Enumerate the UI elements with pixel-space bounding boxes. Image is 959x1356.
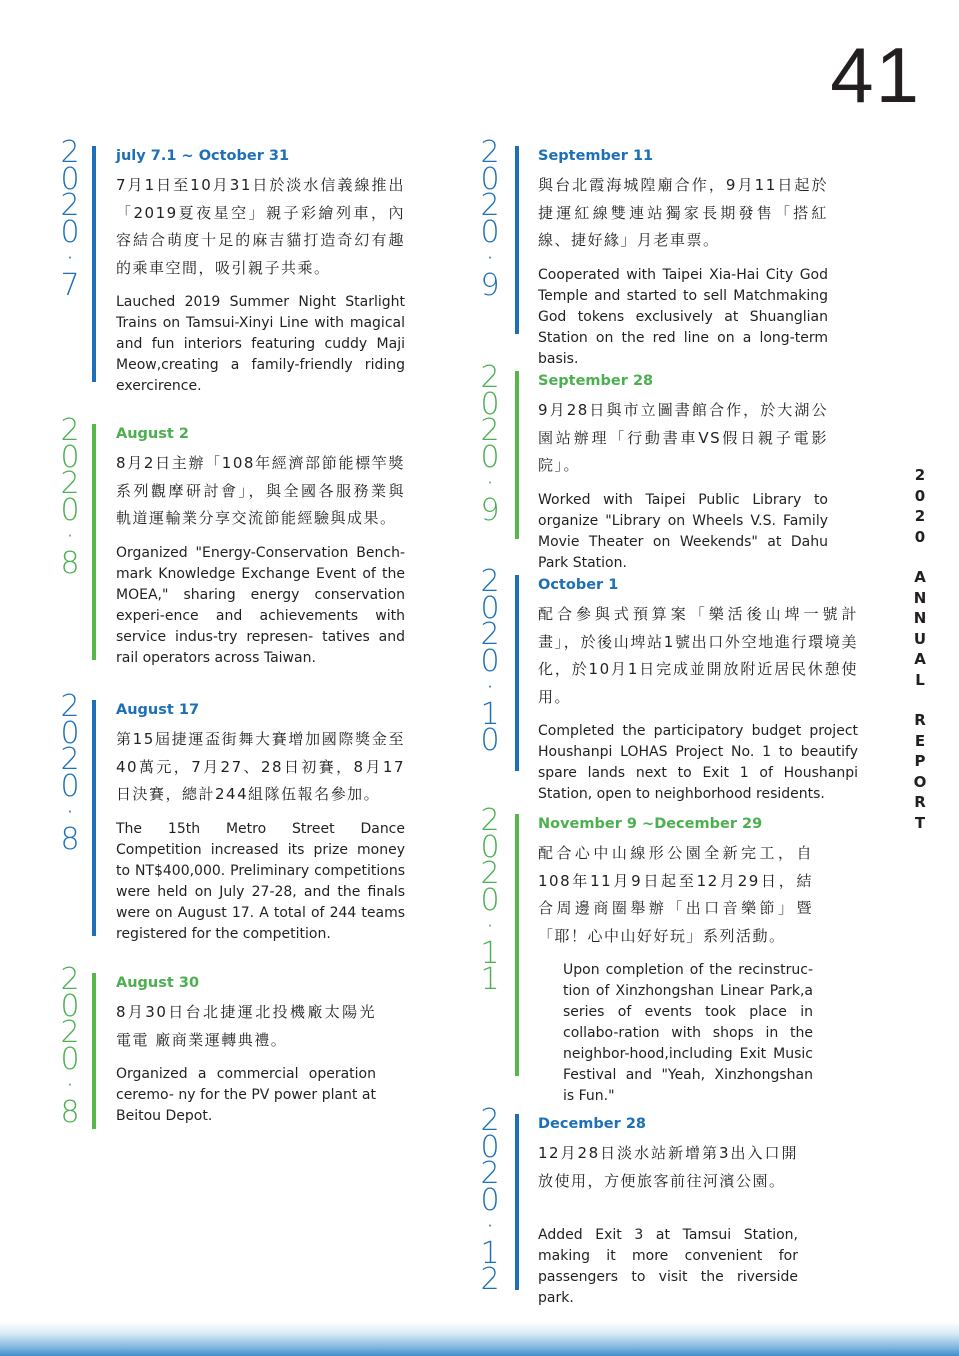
date-separator: · — [65, 795, 75, 830]
entry-english-text: The 15th Metro Street Dance Competition increased its prize money to NT$400,000. Preliminary competitions were held on July 27-28, and the finals were on August 17. A total of 244 teams registered for the competition. — [116, 820, 405, 942]
entry-chinese-text: 7月1日至10月31日於淡水信義線推出「2019夏夜星空」親子彩繪列車，內容結合萌度十足的麻吉貓打造奇幻有趣的乘車空間，吸引親子共乘。 — [116, 176, 405, 277]
side-char: R — [914, 711, 926, 729]
year-digit: 2 — [480, 856, 500, 891]
date-separator: · — [485, 670, 495, 705]
entry-chinese-text: 配合參與式預算案「樂活後山埤一號計 畫」，於後山埤站1號出口外空地進行環境美化，於10月1日完成並開放附近居民休憩使用。 — [538, 605, 858, 706]
entry-english-text: Organized a commercial operation ceremo- ny for the PV power plant at Beitou Depot. — [116, 1066, 376, 1124]
year-digit: 0 — [480, 214, 500, 250]
side-char: A — [914, 650, 926, 668]
year-digit: 2 — [60, 689, 80, 724]
year-digit: 0 — [60, 988, 80, 1024]
year-digit: 0 — [480, 439, 500, 475]
year-digit: 0 — [480, 882, 500, 918]
year-digit: 0 — [480, 829, 500, 865]
entry-date: October 1 — [538, 577, 619, 593]
year-digit: 0 — [480, 590, 500, 626]
side-char: 2 — [914, 507, 926, 525]
side-char: 0 — [914, 486, 926, 505]
year-digit: 2 — [480, 1103, 500, 1138]
side-char: R — [914, 793, 926, 811]
timeline-bar — [92, 973, 96, 1129]
year-digit: 2 — [60, 135, 80, 170]
month-digit: 1 — [480, 1235, 500, 1271]
timeline-bar — [515, 146, 519, 334]
year-digit: 2 — [60, 742, 80, 777]
timeline-bar — [515, 371, 519, 539]
year-digit: 0 — [480, 1129, 500, 1165]
entry-english-text: Organized "Energy-Conservation Bench-mark Knowledge Exchange Event of the MOEA," sharing energy conservation experi-ence and achievements with service indus-try represen- tatives and rail operators across Taiwan. — [116, 544, 405, 666]
year-digit: 0 — [60, 1041, 80, 1077]
side-char: P — [914, 752, 926, 770]
month-digit: 8 — [60, 1094, 80, 1130]
month-digit: 7 — [60, 267, 80, 303]
side-char: T — [914, 813, 926, 832]
entry-english-text: Completed the participatory budget project Houshanpi LOHAS Project No. 1 to beautify spare lands next to Exit 1 of Houshanpi Station, open to neighborhood residents. — [538, 723, 858, 802]
date-vertical — [55, 962, 85, 1130]
bottom-gradient-band — [0, 1322, 959, 1356]
entry-chinese-text: 與台北霞海城隍廟合作，9月11日起於捷運紅線雙連站獨家長期發售「搭紅線、捷好緣」月老車票。 — [538, 176, 828, 249]
timeline-bar — [92, 146, 96, 382]
entry-chinese-text: 第15屆捷運盃街舞大賽增加國際獎金至40萬元，7月27、28日初賽，8月17日決賽，總計244組隊伍報名參加。 — [116, 730, 405, 803]
timeline-bar — [515, 575, 519, 771]
year-digit: 2 — [480, 135, 500, 170]
date-separator: · — [485, 466, 495, 501]
year-digit: 0 — [60, 214, 80, 250]
entry-date: November 9 ~December 29 — [538, 816, 763, 832]
entry-english-text: Lauched 2019 Summer Night Starlight Trains on Tamsui-Xinyi Line with magical and fun interiors featuring cuddy Maji Meow,creating a family-friendly riding exercirence. — [116, 294, 405, 394]
entry-date: july 7.1 ~ October 31 — [116, 148, 290, 164]
timeline-entry — [55, 962, 455, 1130]
date-vertical — [475, 803, 505, 997]
month-digit: 8 — [60, 821, 80, 857]
date-vertical — [55, 135, 85, 303]
year-digit: 0 — [60, 161, 80, 197]
month-digit: 1 — [480, 962, 500, 997]
year-digit: 0 — [480, 643, 500, 679]
timeline-entry — [55, 689, 455, 942]
timeline-entry — [475, 135, 828, 367]
entry-date: August 2 — [116, 426, 189, 442]
month-digit: 0 — [480, 723, 500, 758]
entry-chinese-text: 9月28日與市立圖書館合作，於大湖公園站辦理「行動書車VS假日親子電影院」。 — [538, 401, 828, 474]
entry-chinese-text: 8月2日主辦「108年經濟部節能標竿獎系列觀摩研討會」，與全國各服務業與軌道運輸業分享交流節能經驗與成果。 — [116, 454, 405, 527]
year-digit: 2 — [480, 413, 500, 448]
entry-date: August 17 — [116, 702, 200, 718]
month-digit: 8 — [60, 545, 80, 581]
date-vertical — [475, 135, 505, 303]
date-separator: · — [485, 241, 495, 276]
timeline-bar — [92, 700, 96, 936]
year-digit: 0 — [60, 492, 80, 528]
year-digit: 2 — [480, 803, 500, 838]
side-char: O — [913, 772, 927, 791]
year-digit: 2 — [480, 1156, 500, 1191]
year-digit: 0 — [480, 1182, 500, 1218]
year-digit: 2 — [60, 1015, 80, 1050]
entry-english-text: Upon completion of the recinstruc-tion of Xinzhongshan Linear Park,a series of events took place in collabo-ration with shops in the neighbor-hood,including Exit Music Festival and "Yeah, Xinzhongshan is Fun." — [563, 962, 813, 1104]
month-digit: 2 — [480, 1262, 500, 1297]
month-digit: 9 — [480, 492, 500, 528]
side-char: N — [913, 588, 927, 607]
timeline-entry — [475, 564, 858, 802]
entry-chinese-text: 8月30日台北捷運北投機廠太陽光電電 廠商業運轉典禮。 — [116, 1003, 376, 1049]
year-digit: 0 — [60, 768, 80, 804]
side-char: N — [913, 609, 927, 627]
entry-date: August 30 — [116, 975, 200, 991]
date-separator: · — [65, 519, 75, 554]
timeline-entry — [55, 135, 455, 394]
year-digit: 2 — [60, 466, 80, 501]
timeline-entry — [475, 360, 828, 571]
date-vertical — [55, 413, 85, 581]
date-separator: · — [65, 1068, 75, 1103]
side-char: A — [914, 568, 926, 586]
year-digit: 0 — [60, 439, 80, 475]
entry-date: September 11 — [538, 148, 654, 164]
side-char: 2 — [914, 466, 926, 484]
date-vertical — [475, 564, 505, 758]
entry-date: September 28 — [538, 373, 654, 389]
year-digit: 2 — [480, 188, 500, 223]
side-char: L — [915, 670, 925, 689]
entry-english-text: Cooperated with Taipei Xia-Hai City God Temple and started to sell Matchmaking God tokens exclusively at Shuanglian Station on the red line on a long-term basis. — [538, 266, 828, 367]
timeline-bar — [515, 814, 519, 1076]
month-digit: 9 — [480, 267, 500, 303]
entry-chinese-text: 配合心中山線形公園全新完工，自108年11月9日起至12月29日，結合周邊商圈舉辦「出口音樂節」暨「耶！心中山好好玩」系列活動。 — [538, 844, 813, 945]
entry-chinese-text: 12月28日淡水站新增第3出入口開放使用，方便旅客前往河濱公園。 — [538, 1144, 798, 1190]
date-vertical — [55, 689, 85, 857]
year-digit: 2 — [480, 360, 500, 395]
timeline-entry — [55, 413, 455, 666]
side-char: E — [914, 731, 926, 750]
timeline-bar — [92, 424, 96, 660]
timeline-entry — [475, 1103, 805, 1306]
month-digit: 1 — [480, 935, 500, 971]
side-char: U — [913, 629, 927, 648]
entry-english-text: Added Exit 3 at Tamsui Station, making it more convenient for passengers to visit the riverside park. — [538, 1227, 798, 1306]
date-vertical — [475, 360, 505, 528]
entry-english-text: Worked with Taipei Public Library to organize "Library on Wheels V.S. Family Movie Theater on Weekends" at Dahu Park Station. — [538, 491, 828, 571]
side-label-2020-annual-report — [905, 465, 935, 833]
side-char: 0 — [914, 527, 926, 546]
year-digit: 2 — [60, 188, 80, 223]
month-digit: 1 — [480, 696, 500, 732]
year-digit: 2 — [480, 564, 500, 599]
year-digit: 2 — [60, 413, 80, 448]
date-separator: · — [485, 1209, 495, 1244]
year-digit: 0 — [480, 386, 500, 422]
year-digit: 2 — [480, 617, 500, 652]
timeline-bar — [515, 1114, 519, 1290]
date-separator: · — [65, 241, 75, 276]
entry-date: December 28 — [538, 1116, 646, 1132]
year-digit: 2 — [60, 962, 80, 997]
year-digit: 0 — [60, 715, 80, 751]
page-number: 41 — [830, 31, 921, 119]
date-separator: · — [485, 909, 495, 944]
date-vertical — [475, 1103, 505, 1297]
year-digit: 0 — [480, 161, 500, 197]
timeline-entry — [475, 803, 813, 1104]
